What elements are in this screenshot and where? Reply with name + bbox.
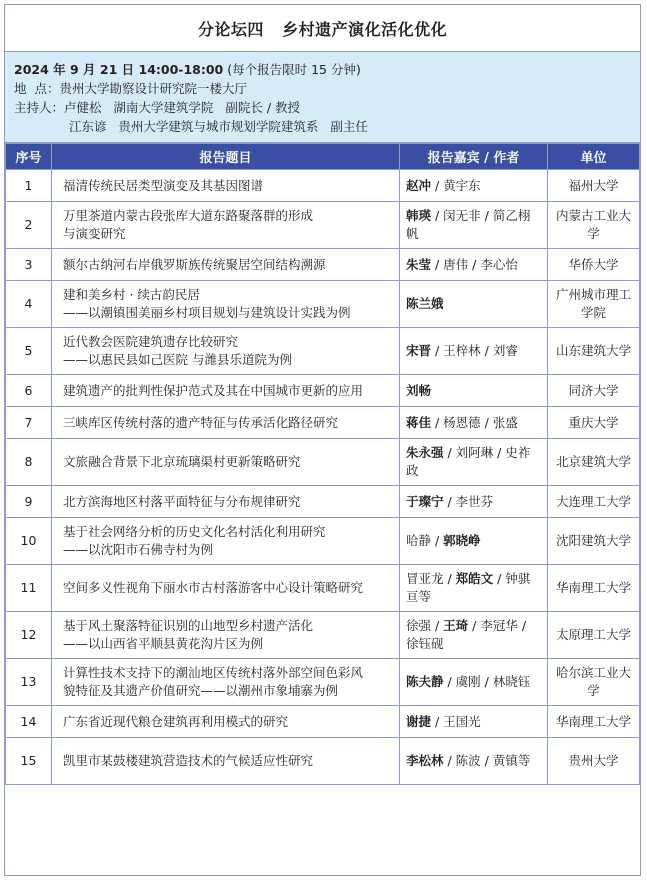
speaker-cell xyxy=(400,565,548,612)
speaker-cell xyxy=(400,518,548,565)
report-title: 福清传统民居类型演变及其基因图谱 xyxy=(63,177,264,193)
speaker-name: 朱永强 xyxy=(406,445,444,460)
co-author-pre: 冒亚龙 / xyxy=(406,571,456,586)
title-cell xyxy=(52,565,400,612)
report-title: 北方滨海地区村落平面特征与分布规律研究 xyxy=(63,493,301,509)
table-row xyxy=(6,170,640,202)
unit-cell: 北京建筑大学 xyxy=(548,439,640,486)
unit-cell: 广州城市理工学院 xyxy=(548,281,640,328)
table-row xyxy=(6,202,640,249)
title-cell xyxy=(52,202,400,249)
row-number: 5 xyxy=(6,328,52,375)
co-authors: / 杨恩德 / 张盛 xyxy=(431,414,518,430)
title-cell xyxy=(52,659,400,706)
report-title: 近代教会医院建筑遗存比较研究 xyxy=(63,334,239,349)
speaker-name: 李松林 xyxy=(406,753,444,768)
row-number: 11 xyxy=(6,565,52,612)
co-authors: / 闵无非 / 简乙栩帆 xyxy=(406,208,531,241)
schedule-table xyxy=(5,143,640,785)
unit-cell: 大连理工大学 xyxy=(548,486,640,518)
title-cell xyxy=(52,249,400,281)
report-title: 建和美乡村 · 续古韵民居 xyxy=(63,287,200,302)
location-row xyxy=(14,79,640,98)
row-number: 15 xyxy=(6,738,52,785)
table-row xyxy=(6,249,640,281)
co-authors: / 钟骐亘等 xyxy=(406,571,531,604)
title-cell xyxy=(52,375,400,407)
header-speaker: 报告嘉宾 / 作者 xyxy=(400,144,548,170)
report-title: 凯里市某鼓楼建筑营造技术的气候适应性研究 xyxy=(63,753,314,768)
row-number: 3 xyxy=(6,249,52,281)
row-number: 8 xyxy=(6,439,52,486)
row-number: 9 xyxy=(6,486,52,518)
speaker-cell xyxy=(400,486,548,518)
report-subtitle: 与演变研究 xyxy=(63,226,126,241)
unit-cell: 山东建筑大学 xyxy=(548,328,640,375)
report-subtitle: ——以潮镇围美丽乡村项目规划与建筑设计实践为例 xyxy=(63,305,351,320)
speaker-name: 谢捷 xyxy=(406,713,432,729)
co-authors: / 王国光 xyxy=(431,713,481,729)
speaker-cell xyxy=(400,375,548,407)
speaker-name: 郭晓峥 xyxy=(443,533,481,548)
speaker-cell xyxy=(400,738,548,785)
row-number: 1 xyxy=(6,170,52,202)
table-row xyxy=(6,281,640,328)
row-number: 2 xyxy=(6,202,52,249)
report-subtitle: ——以惠民县如己医院 与潍县乐道院为例 xyxy=(63,352,292,367)
row-number: 4 xyxy=(6,281,52,328)
speaker-name: 宋晋 xyxy=(406,343,432,358)
title-cell xyxy=(52,612,400,659)
report-title: 基于风土聚落特征识别的山地型乡村遗产活化 xyxy=(63,618,314,633)
host-1: 卢健松 湖南大学建筑学院 副院长 / 教授 xyxy=(64,100,301,115)
table-row xyxy=(6,565,640,612)
report-title: 额尔古纳河右岸俄罗斯族传统聚居空间结构溯源 xyxy=(63,256,326,272)
time-note: (每个报告限时 15 分钟) xyxy=(223,62,361,77)
co-author-pre: 哈静 / xyxy=(406,533,444,548)
speaker-cell xyxy=(400,612,548,659)
host-row xyxy=(14,98,640,117)
speaker-name: 陈兰娥 xyxy=(406,296,444,311)
header-unit: 单位 xyxy=(548,144,640,170)
speaker-name: 陈夫静 xyxy=(406,674,444,689)
table-row xyxy=(6,706,640,738)
unit-cell: 哈尔滨工业大学 xyxy=(548,659,640,706)
co-authors: / 刘阿琳 / 史祚政 xyxy=(406,445,531,478)
host-row-2 xyxy=(14,117,640,136)
row-number: 6 xyxy=(6,375,52,407)
row-number: 7 xyxy=(6,407,52,439)
forum-panel xyxy=(4,4,641,876)
co-authors: / 黄宇东 xyxy=(431,177,481,193)
unit-cell: 太原理工大学 xyxy=(548,612,640,659)
unit-cell: 内蒙古工业大学 xyxy=(548,202,640,249)
header-no: 序号 xyxy=(6,144,52,170)
table-row xyxy=(6,407,640,439)
host-2: 江东谚 贵州大学建筑与城市规划学院建筑系 副主任 xyxy=(69,119,368,134)
report-subtitle: 貌特征及其遗产价值研究——以潮州市象埔寨为例 xyxy=(63,683,339,698)
unit-cell: 贵州大学 xyxy=(548,738,640,785)
title-cell xyxy=(52,439,400,486)
forum-info xyxy=(5,52,640,143)
co-author-pre: 徐强 / xyxy=(406,618,444,633)
table-row xyxy=(6,612,640,659)
row-number: 12 xyxy=(6,612,52,659)
speaker-cell xyxy=(400,706,548,738)
speaker-name: 赵冲 xyxy=(406,177,432,193)
unit-cell: 同济大学 xyxy=(548,375,640,407)
co-authors: / 王梓林 / 刘睿 xyxy=(431,343,518,358)
location-label: 地 点： xyxy=(14,81,60,96)
report-title: 万里茶道内蒙古段张库大道东路聚落群的形成 xyxy=(63,208,314,223)
co-authors: / 唐伟 / 李心怡 xyxy=(431,256,518,272)
unit-cell: 福州大学 xyxy=(548,170,640,202)
speaker-cell xyxy=(400,202,548,249)
report-title: 广东省近现代粮仓建筑再利用模式的研究 xyxy=(63,713,289,729)
unit-cell: 华南理工大学 xyxy=(548,706,640,738)
co-authors: / 虞刚 / 林晓钰 xyxy=(443,674,531,689)
speaker-cell xyxy=(400,170,548,202)
speaker-name: 刘畅 xyxy=(406,382,432,398)
title-cell xyxy=(52,486,400,518)
report-title: 三峡库区传统村落的遗产特征与传承活化路径研究 xyxy=(63,414,339,430)
row-number: 13 xyxy=(6,659,52,706)
location-value: 贵州大学勘察设计研究院一楼大厅 xyxy=(59,81,247,96)
speaker-cell xyxy=(400,281,548,328)
report-title: 建筑遗产的批判性保护范式及其在中国城市更新的应用 xyxy=(63,382,364,398)
unit-cell: 华南理工大学 xyxy=(548,565,640,612)
report-title: 基于社会网络分析的历史文化名村活化利用研究 xyxy=(63,524,326,539)
co-authors: / 李世芬 xyxy=(443,493,494,509)
unit-cell: 重庆大学 xyxy=(548,407,640,439)
speaker-cell xyxy=(400,659,548,706)
speaker-name: 朱莹 xyxy=(406,256,432,272)
table-row xyxy=(6,375,640,407)
speaker-cell xyxy=(400,249,548,281)
row-number: 10 xyxy=(6,518,52,565)
speaker-name: 王琦 xyxy=(443,618,469,633)
table-row xyxy=(6,659,640,706)
co-authors: / 陈波 / 黄镇等 xyxy=(443,753,531,768)
title-cell xyxy=(52,706,400,738)
table-header-row xyxy=(6,144,640,170)
speaker-cell xyxy=(400,407,548,439)
speaker-name: 韩瑛 xyxy=(406,208,432,223)
title-cell xyxy=(52,328,400,375)
forum-title: 分论坛四 乡村遗产演化活化优化 xyxy=(5,5,640,52)
speaker-cell xyxy=(400,439,548,486)
speaker-name: 郑皓文 xyxy=(455,571,494,586)
table-row xyxy=(6,328,640,375)
table-row xyxy=(6,738,640,785)
title-cell xyxy=(52,281,400,328)
title-cell xyxy=(52,518,400,565)
speaker-name: 于璨宁 xyxy=(406,493,444,509)
time-row xyxy=(14,60,640,79)
host-label: 主持人： xyxy=(14,100,65,115)
row-number: 14 xyxy=(6,706,52,738)
speaker-cell xyxy=(400,328,548,375)
report-subtitle: ——以山西省平顺县黄花沟片区为例 xyxy=(63,636,264,651)
speaker-name: 蒋佳 xyxy=(406,414,432,430)
title-cell xyxy=(52,407,400,439)
table-row xyxy=(6,518,640,565)
co-authors: / 李冠华 / 徐钰砚 xyxy=(406,618,527,651)
header-title: 报告题目 xyxy=(52,144,400,170)
title-cell xyxy=(52,170,400,202)
unit-cell: 沈阳建筑大学 xyxy=(548,518,640,565)
report-title: 文旅融合背景下北京琉璃渠村更新策略研究 xyxy=(63,454,301,469)
title-cell xyxy=(52,738,400,785)
forum-time: 2024 年 9 月 21 日 14:00-18:00 xyxy=(14,62,224,77)
report-title: 计算性技术支持下的潮汕地区传统村落外部空间色彩风 xyxy=(63,665,364,680)
table-row xyxy=(6,486,640,518)
report-title: 空间多义性视角下丽水市古村落游客中心设计策略研究 xyxy=(63,580,364,595)
table-row xyxy=(6,439,640,486)
unit-cell: 华侨大学 xyxy=(548,249,640,281)
report-subtitle: ——以沈阳市石佛寺村为例 xyxy=(63,542,214,557)
